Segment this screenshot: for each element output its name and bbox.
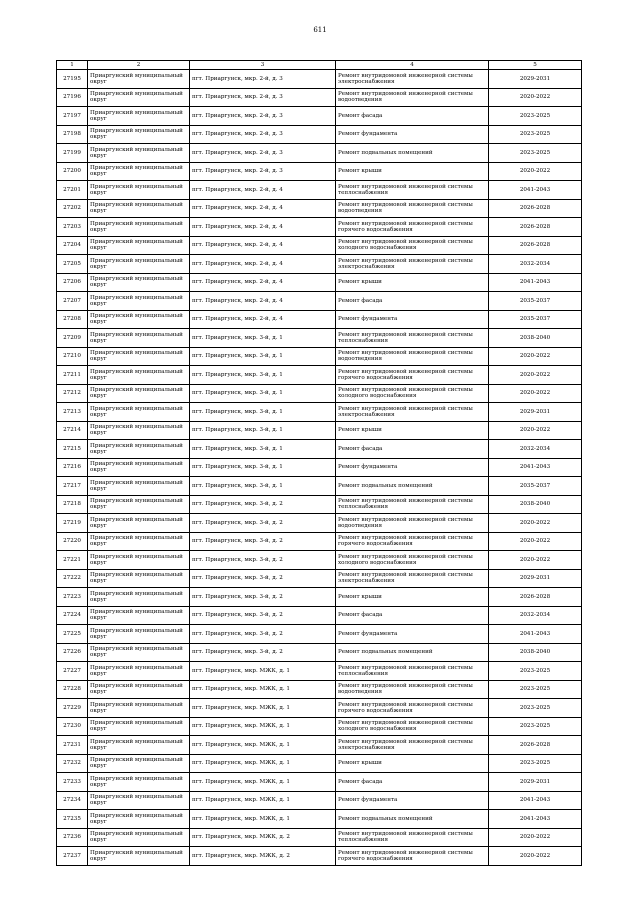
column-number: 4 — [336, 61, 489, 70]
municipality-cell: Приаргунский муниципальный округ — [88, 144, 190, 163]
table-row — [57, 125, 582, 144]
work-type-cell: Ремонт фасада — [336, 292, 489, 311]
address-cell: пгт. Приаргунск, мкр. 3-й, д. 1 — [190, 347, 336, 366]
work-type-cell: Ремонт фасада — [336, 107, 489, 126]
municipality-cell: Приаргунский муниципальный округ — [88, 218, 190, 237]
column-number: 2 — [88, 61, 190, 70]
table-body — [57, 61, 582, 866]
work-type-cell: Ремонт подвальных помещений — [336, 477, 489, 496]
work-type-cell: Ремонт внутридомовой инженерной системы теплоснабжения — [336, 828, 489, 847]
row-number: 27226 — [57, 643, 88, 662]
table-row — [57, 810, 582, 829]
address-cell: пгт. Приаргунск, мкр. 3-й, д. 1 — [190, 366, 336, 385]
municipality-cell: Приаргунский муниципальный округ — [88, 625, 190, 644]
row-number: 27234 — [57, 791, 88, 810]
municipality-cell: Приаргунский муниципальный округ — [88, 125, 190, 144]
row-number: 27235 — [57, 810, 88, 829]
table-row — [57, 847, 582, 866]
row-number: 27209 — [57, 329, 88, 348]
municipality-cell: Приаргунский муниципальный округ — [88, 606, 190, 625]
table-row — [57, 717, 582, 736]
work-type-cell: Ремонт внутридомовой инженерной системы водоотведения — [336, 347, 489, 366]
table-row — [57, 625, 582, 644]
period-cell: 2026-2028 — [489, 736, 582, 755]
row-number: 27195 — [57, 70, 88, 89]
row-number: 27216 — [57, 458, 88, 477]
work-type-cell: Ремонт внутридомовой инженерной системы холодного водоснабжения — [336, 551, 489, 570]
row-number: 27227 — [57, 662, 88, 681]
row-number: 27219 — [57, 514, 88, 533]
table-row — [57, 236, 582, 255]
work-type-cell: Ремонт внутридомовой инженерной системы электроснабжения — [336, 403, 489, 422]
work-type-cell: Ремонт крыши — [336, 162, 489, 181]
municipality-cell: Приаргунский муниципальный округ — [88, 514, 190, 533]
work-type-cell: Ремонт внутридомовой инженерной системы водоотведения — [336, 514, 489, 533]
column-number: 3 — [190, 61, 336, 70]
address-cell: пгт. Приаргунск, мкр. 3-й, д. 2 — [190, 625, 336, 644]
table-row — [57, 366, 582, 385]
municipality-cell: Приаргунский муниципальный округ — [88, 292, 190, 311]
municipality-cell: Приаргунский муниципальный округ — [88, 403, 190, 422]
table-row — [57, 255, 582, 274]
period-cell: 2023-2025 — [489, 717, 582, 736]
period-cell: 2041-2043 — [489, 791, 582, 810]
page-number: 611 — [313, 26, 327, 34]
municipality-cell: Приаргунский муниципальный округ — [88, 421, 190, 440]
table-row — [57, 107, 582, 126]
work-type-cell: Ремонт фундамента — [336, 458, 489, 477]
period-cell: 2020-2022 — [489, 162, 582, 181]
municipality-cell: Приаргунский муниципальный округ — [88, 662, 190, 681]
work-type-cell: Ремонт подвальных помещений — [336, 643, 489, 662]
work-type-cell: Ремонт внутридомовой инженерной системы теплоснабжения — [336, 181, 489, 200]
municipality-cell: Приаргунский муниципальный округ — [88, 588, 190, 607]
municipality-cell: Приаргунский муниципальный округ — [88, 736, 190, 755]
row-number: 27218 — [57, 495, 88, 514]
address-cell: пгт. Приаргунск, мкр. 2-й, д. 4 — [190, 218, 336, 237]
work-type-cell: Ремонт внутридомовой инженерной системы горячего водоснабжения — [336, 366, 489, 385]
work-type-cell: Ремонт внутридомовой инженерной системы электроснабжения — [336, 255, 489, 274]
municipality-cell: Приаргунский муниципальный округ — [88, 699, 190, 718]
period-cell: 2023-2025 — [489, 125, 582, 144]
address-cell: пгт. Приаргунск, мкр. 3-й, д. 1 — [190, 403, 336, 422]
work-type-cell: Ремонт фундамента — [336, 125, 489, 144]
row-number: 27229 — [57, 699, 88, 718]
municipality-cell: Приаргунский муниципальный округ — [88, 181, 190, 200]
municipality-cell: Приаргунский муниципальный округ — [88, 310, 190, 329]
row-number: 27208 — [57, 310, 88, 329]
period-cell: 2020-2022 — [489, 847, 582, 866]
municipality-cell: Приаргунский муниципальный округ — [88, 551, 190, 570]
municipality-cell: Приаргунский муниципальный округ — [88, 569, 190, 588]
work-type-cell: Ремонт фундамента — [336, 625, 489, 644]
municipality-cell: Приаргунский муниципальный округ — [88, 828, 190, 847]
municipality-cell: Приаргунский муниципальный округ — [88, 107, 190, 126]
period-cell: 2032-2034 — [489, 606, 582, 625]
municipality-cell: Приаргунский муниципальный округ — [88, 532, 190, 551]
work-type-cell: Ремонт внутридомовой инженерной системы теплоснабжения — [336, 329, 489, 348]
address-cell: пгт. Приаргунск, мкр. МЖК, д. 2 — [190, 847, 336, 866]
table-row — [57, 643, 582, 662]
address-cell: пгт. Приаргунск, мкр. 3-й, д. 2 — [190, 495, 336, 514]
table-row — [57, 532, 582, 551]
row-number: 27223 — [57, 588, 88, 607]
period-cell: 2023-2025 — [489, 680, 582, 699]
address-cell: пгт. Приаргунск, мкр. МЖК, д. 2 — [190, 828, 336, 847]
row-number: 27215 — [57, 440, 88, 459]
period-cell: 2023-2025 — [489, 107, 582, 126]
row-number: 27200 — [57, 162, 88, 181]
row-number: 27211 — [57, 366, 88, 385]
municipality-cell: Приаргунский муниципальный округ — [88, 754, 190, 773]
work-type-cell: Ремонт фасада — [336, 440, 489, 459]
municipality-cell: Приаргунский муниципальный округ — [88, 643, 190, 662]
period-cell: 2029-2031 — [489, 403, 582, 422]
municipality-cell: Приаргунский муниципальный округ — [88, 88, 190, 107]
address-cell: пгт. Приаргунск, мкр. 3-й, д. 1 — [190, 458, 336, 477]
table-row — [57, 218, 582, 237]
address-cell: пгт. Приаргунск, мкр. 3-й, д. 2 — [190, 551, 336, 570]
municipality-cell: Приаргунский муниципальный округ — [88, 495, 190, 514]
work-type-cell: Ремонт внутридомовой инженерной системы электроснабжения — [336, 70, 489, 89]
municipality-cell: Приаргунский муниципальный округ — [88, 162, 190, 181]
address-cell: пгт. Приаргунск, мкр. 3-й, д. 2 — [190, 532, 336, 551]
work-type-cell: Ремонт подвальных помещений — [336, 810, 489, 829]
row-number: 27210 — [57, 347, 88, 366]
table-row — [57, 606, 582, 625]
table-row — [57, 477, 582, 496]
address-cell: пгт. Приаргунск, мкр. 3-й, д. 2 — [190, 606, 336, 625]
row-number: 27202 — [57, 199, 88, 218]
row-number: 27232 — [57, 754, 88, 773]
table-row — [57, 569, 582, 588]
table-row — [57, 310, 582, 329]
municipality-cell: Приаргунский муниципальный округ — [88, 347, 190, 366]
municipality-cell: Приаргунский муниципальный округ — [88, 273, 190, 292]
table-row — [57, 736, 582, 755]
period-cell: 2029-2031 — [489, 773, 582, 792]
column-number: 5 — [489, 61, 582, 70]
period-cell: 2026-2028 — [489, 236, 582, 255]
period-cell: 2020-2022 — [489, 514, 582, 533]
work-type-cell: Ремонт фундамента — [336, 310, 489, 329]
period-cell: 2035-2037 — [489, 477, 582, 496]
row-number: 27206 — [57, 273, 88, 292]
table-row — [57, 199, 582, 218]
row-number: 27217 — [57, 477, 88, 496]
address-cell: пгт. Приаргунск, мкр. МЖК, д. 1 — [190, 680, 336, 699]
period-cell: 2041-2043 — [489, 810, 582, 829]
table-row — [57, 162, 582, 181]
table-row — [57, 403, 582, 422]
address-cell: пгт. Приаргунск, мкр. 2-й, д. 3 — [190, 70, 336, 89]
period-cell: 2026-2028 — [489, 588, 582, 607]
address-cell: пгт. Приаргунск, мкр. 2-й, д. 3 — [190, 144, 336, 163]
period-cell: 2023-2025 — [489, 754, 582, 773]
municipality-cell: Приаргунский муниципальный округ — [88, 236, 190, 255]
work-type-cell: Ремонт внутридомовой инженерной системы теплоснабжения — [336, 495, 489, 514]
work-type-cell: Ремонт внутридомовой инженерной системы водоотведения — [336, 88, 489, 107]
address-cell: пгт. Приаргунск, мкр. 2-й, д. 3 — [190, 107, 336, 126]
address-cell: пгт. Приаргунск, мкр. 3-й, д. 2 — [190, 569, 336, 588]
period-cell: 2020-2022 — [489, 366, 582, 385]
address-cell: пгт. Приаргунск, мкр. МЖК, д. 1 — [190, 754, 336, 773]
period-cell: 2020-2022 — [489, 347, 582, 366]
table-row — [57, 88, 582, 107]
period-cell: 2029-2031 — [489, 70, 582, 89]
table-row — [57, 588, 582, 607]
address-cell: пгт. Приаргунск, мкр. 2-й, д. 4 — [190, 273, 336, 292]
work-type-cell: Ремонт внутридомовой инженерной системы холодного водоснабжения — [336, 236, 489, 255]
work-type-cell: Ремонт внутридомовой инженерной системы водоотведения — [336, 199, 489, 218]
municipality-cell: Приаргунский муниципальный округ — [88, 477, 190, 496]
table-row — [57, 551, 582, 570]
column-number-row — [57, 61, 582, 70]
table-row — [57, 384, 582, 403]
address-cell: пгт. Приаргунск, мкр. 3-й, д. 1 — [190, 384, 336, 403]
address-cell: пгт. Приаргунск, мкр. 3-й, д. 1 — [190, 440, 336, 459]
row-number: 27237 — [57, 847, 88, 866]
table-row — [57, 662, 582, 681]
work-type-cell: Ремонт фундамента — [336, 791, 489, 810]
period-cell: 2020-2022 — [489, 88, 582, 107]
column-number: 1 — [57, 61, 88, 70]
address-cell: пгт. Приаргунск, мкр. 2-й, д. 3 — [190, 125, 336, 144]
row-number: 27213 — [57, 403, 88, 422]
row-number: 27231 — [57, 736, 88, 755]
address-cell: пгт. Приаргунск, мкр. 2-й, д. 4 — [190, 310, 336, 329]
row-number: 27203 — [57, 218, 88, 237]
work-type-cell: Ремонт внутридомовой инженерной системы горячего водоснабжения — [336, 699, 489, 718]
municipality-cell: Приаргунский муниципальный округ — [88, 329, 190, 348]
address-cell: пгт. Приаргунск, мкр. 2-й, д. 4 — [190, 199, 336, 218]
municipality-cell: Приаргунский муниципальный округ — [88, 680, 190, 699]
period-cell: 2038-2040 — [489, 329, 582, 348]
work-type-cell: Ремонт внутридомовой инженерной системы электроснабжения — [336, 569, 489, 588]
row-number: 27199 — [57, 144, 88, 163]
period-cell: 2020-2022 — [489, 828, 582, 847]
work-type-cell: Ремонт внутридомовой инженерной системы горячего водоснабжения — [336, 847, 489, 866]
address-cell: пгт. Приаргунск, мкр. МЖК, д. 1 — [190, 717, 336, 736]
row-number: 27230 — [57, 717, 88, 736]
row-number: 27197 — [57, 107, 88, 126]
municipality-cell: Приаргунский муниципальный округ — [88, 458, 190, 477]
table-row — [57, 754, 582, 773]
period-cell: 2020-2022 — [489, 532, 582, 551]
row-number: 27205 — [57, 255, 88, 274]
address-cell: пгт. Приаргунск, мкр. 2-й, д. 4 — [190, 255, 336, 274]
municipality-cell: Приаргунский муниципальный округ — [88, 847, 190, 866]
municipality-cell: Приаргунский муниципальный округ — [88, 440, 190, 459]
row-number: 27196 — [57, 88, 88, 107]
period-cell: 2023-2025 — [489, 699, 582, 718]
table-row — [57, 828, 582, 847]
row-number: 27214 — [57, 421, 88, 440]
period-cell: 2038-2040 — [489, 495, 582, 514]
table-row — [57, 773, 582, 792]
table-row — [57, 791, 582, 810]
work-type-cell: Ремонт крыши — [336, 421, 489, 440]
row-number: 27207 — [57, 292, 88, 311]
table-row — [57, 514, 582, 533]
period-cell: 2020-2022 — [489, 421, 582, 440]
table-row — [57, 329, 582, 348]
row-number: 27228 — [57, 680, 88, 699]
address-cell: пгт. Приаргунск, мкр. 3-й, д. 2 — [190, 514, 336, 533]
row-number: 27224 — [57, 606, 88, 625]
work-type-cell: Ремонт внутридомовой инженерной системы водоотведения — [336, 680, 489, 699]
period-cell: 2023-2025 — [489, 662, 582, 681]
period-cell: 2029-2031 — [489, 569, 582, 588]
address-cell: пгт. Приаргунск, мкр. 3-й, д. 1 — [190, 329, 336, 348]
table-row — [57, 421, 582, 440]
municipality-cell: Приаргунский муниципальный округ — [88, 791, 190, 810]
table-row — [57, 292, 582, 311]
period-cell: 2038-2040 — [489, 643, 582, 662]
table-row — [57, 699, 582, 718]
work-type-cell: Ремонт внутридомовой инженерной системы холодного водоснабжения — [336, 717, 489, 736]
period-cell: 2023-2025 — [489, 144, 582, 163]
period-cell: 2041-2043 — [489, 458, 582, 477]
municipality-cell: Приаргунский муниципальный округ — [88, 366, 190, 385]
municipality-cell: Приаргунский муниципальный округ — [88, 255, 190, 274]
period-cell: 2026-2028 — [489, 218, 582, 237]
table-row — [57, 347, 582, 366]
period-cell: 2032-2034 — [489, 440, 582, 459]
work-type-cell: Ремонт подвальных помещений — [336, 144, 489, 163]
period-cell: 2041-2043 — [489, 625, 582, 644]
address-cell: пгт. Приаргунск, мкр. 2-й, д. 3 — [190, 88, 336, 107]
row-number: 27233 — [57, 773, 88, 792]
row-number: 27204 — [57, 236, 88, 255]
address-cell: пгт. Приаргунск, мкр. 3-й, д. 1 — [190, 477, 336, 496]
row-number: 27201 — [57, 181, 88, 200]
address-cell: пгт. Приаргунск, мкр. МЖК, д. 1 — [190, 810, 336, 829]
row-number: 27225 — [57, 625, 88, 644]
capital-repair-table — [56, 60, 582, 866]
municipality-cell: Приаргунский муниципальный округ — [88, 717, 190, 736]
period-cell: 2020-2022 — [489, 384, 582, 403]
work-type-cell: Ремонт внутридомовой инженерной системы горячего водоснабжения — [336, 532, 489, 551]
period-cell: 2041-2043 — [489, 273, 582, 292]
row-number: 27221 — [57, 551, 88, 570]
municipality-cell: Приаргунский муниципальный округ — [88, 199, 190, 218]
row-number: 27212 — [57, 384, 88, 403]
period-cell: 2041-2043 — [489, 181, 582, 200]
municipality-cell: Приаргунский муниципальный округ — [88, 810, 190, 829]
table-row — [57, 70, 582, 89]
period-cell: 2032-2034 — [489, 255, 582, 274]
period-cell: 2035-2037 — [489, 292, 582, 311]
work-type-cell: Ремонт крыши — [336, 273, 489, 292]
work-type-cell: Ремонт внутридомовой инженерной системы теплоснабжения — [336, 662, 489, 681]
table-row — [57, 680, 582, 699]
table-row — [57, 144, 582, 163]
address-cell: пгт. Приаргунск, мкр. 3-й, д. 2 — [190, 588, 336, 607]
table-row — [57, 440, 582, 459]
address-cell: пгт. Приаргунск, мкр. 2-й, д. 3 — [190, 162, 336, 181]
table-row — [57, 181, 582, 200]
work-type-cell: Ремонт крыши — [336, 588, 489, 607]
row-number: 27236 — [57, 828, 88, 847]
table-row — [57, 495, 582, 514]
municipality-cell: Приаргунский муниципальный округ — [88, 384, 190, 403]
table-row — [57, 273, 582, 292]
address-cell: пгт. Приаргунск, мкр. 2-й, д. 4 — [190, 236, 336, 255]
work-type-cell: Ремонт внутридомовой инженерной системы электроснабжения — [336, 736, 489, 755]
address-cell: пгт. Приаргунск, мкр. МЖК, д. 1 — [190, 773, 336, 792]
table-row — [57, 458, 582, 477]
address-cell: пгт. Приаргунск, мкр. МЖК, д. 1 — [190, 736, 336, 755]
period-cell: 2020-2022 — [489, 551, 582, 570]
period-cell: 2026-2028 — [489, 199, 582, 218]
row-number: 27198 — [57, 125, 88, 144]
work-type-cell: Ремонт внутридомовой инженерной системы горячего водоснабжения — [336, 218, 489, 237]
address-cell: пгт. Приаргунск, мкр. 3-й, д. 1 — [190, 421, 336, 440]
work-type-cell: Ремонт фасада — [336, 606, 489, 625]
address-cell: пгт. Приаргунск, мкр. МЖК, д. 1 — [190, 791, 336, 810]
row-number: 27222 — [57, 569, 88, 588]
address-cell: пгт. Приаргунск, мкр. 3-й, д. 2 — [190, 643, 336, 662]
period-cell: 2035-2037 — [489, 310, 582, 329]
work-type-cell: Ремонт внутридомовой инженерной системы холодного водоснабжения — [336, 384, 489, 403]
address-cell: пгт. Приаргунск, мкр. 2-й, д. 4 — [190, 292, 336, 311]
work-type-cell: Ремонт фасада — [336, 773, 489, 792]
address-cell: пгт. Приаргунск, мкр. МЖК, д. 1 — [190, 699, 336, 718]
address-cell: пгт. Приаргунск, мкр. 2-й, д. 4 — [190, 181, 336, 200]
municipality-cell: Приаргунский муниципальный округ — [88, 773, 190, 792]
work-type-cell: Ремонт крыши — [336, 754, 489, 773]
row-number: 27220 — [57, 532, 88, 551]
municipality-cell: Приаргунский муниципальный округ — [88, 70, 190, 89]
address-cell: пгт. Приаргунск, мкр. МЖК, д. 1 — [190, 662, 336, 681]
